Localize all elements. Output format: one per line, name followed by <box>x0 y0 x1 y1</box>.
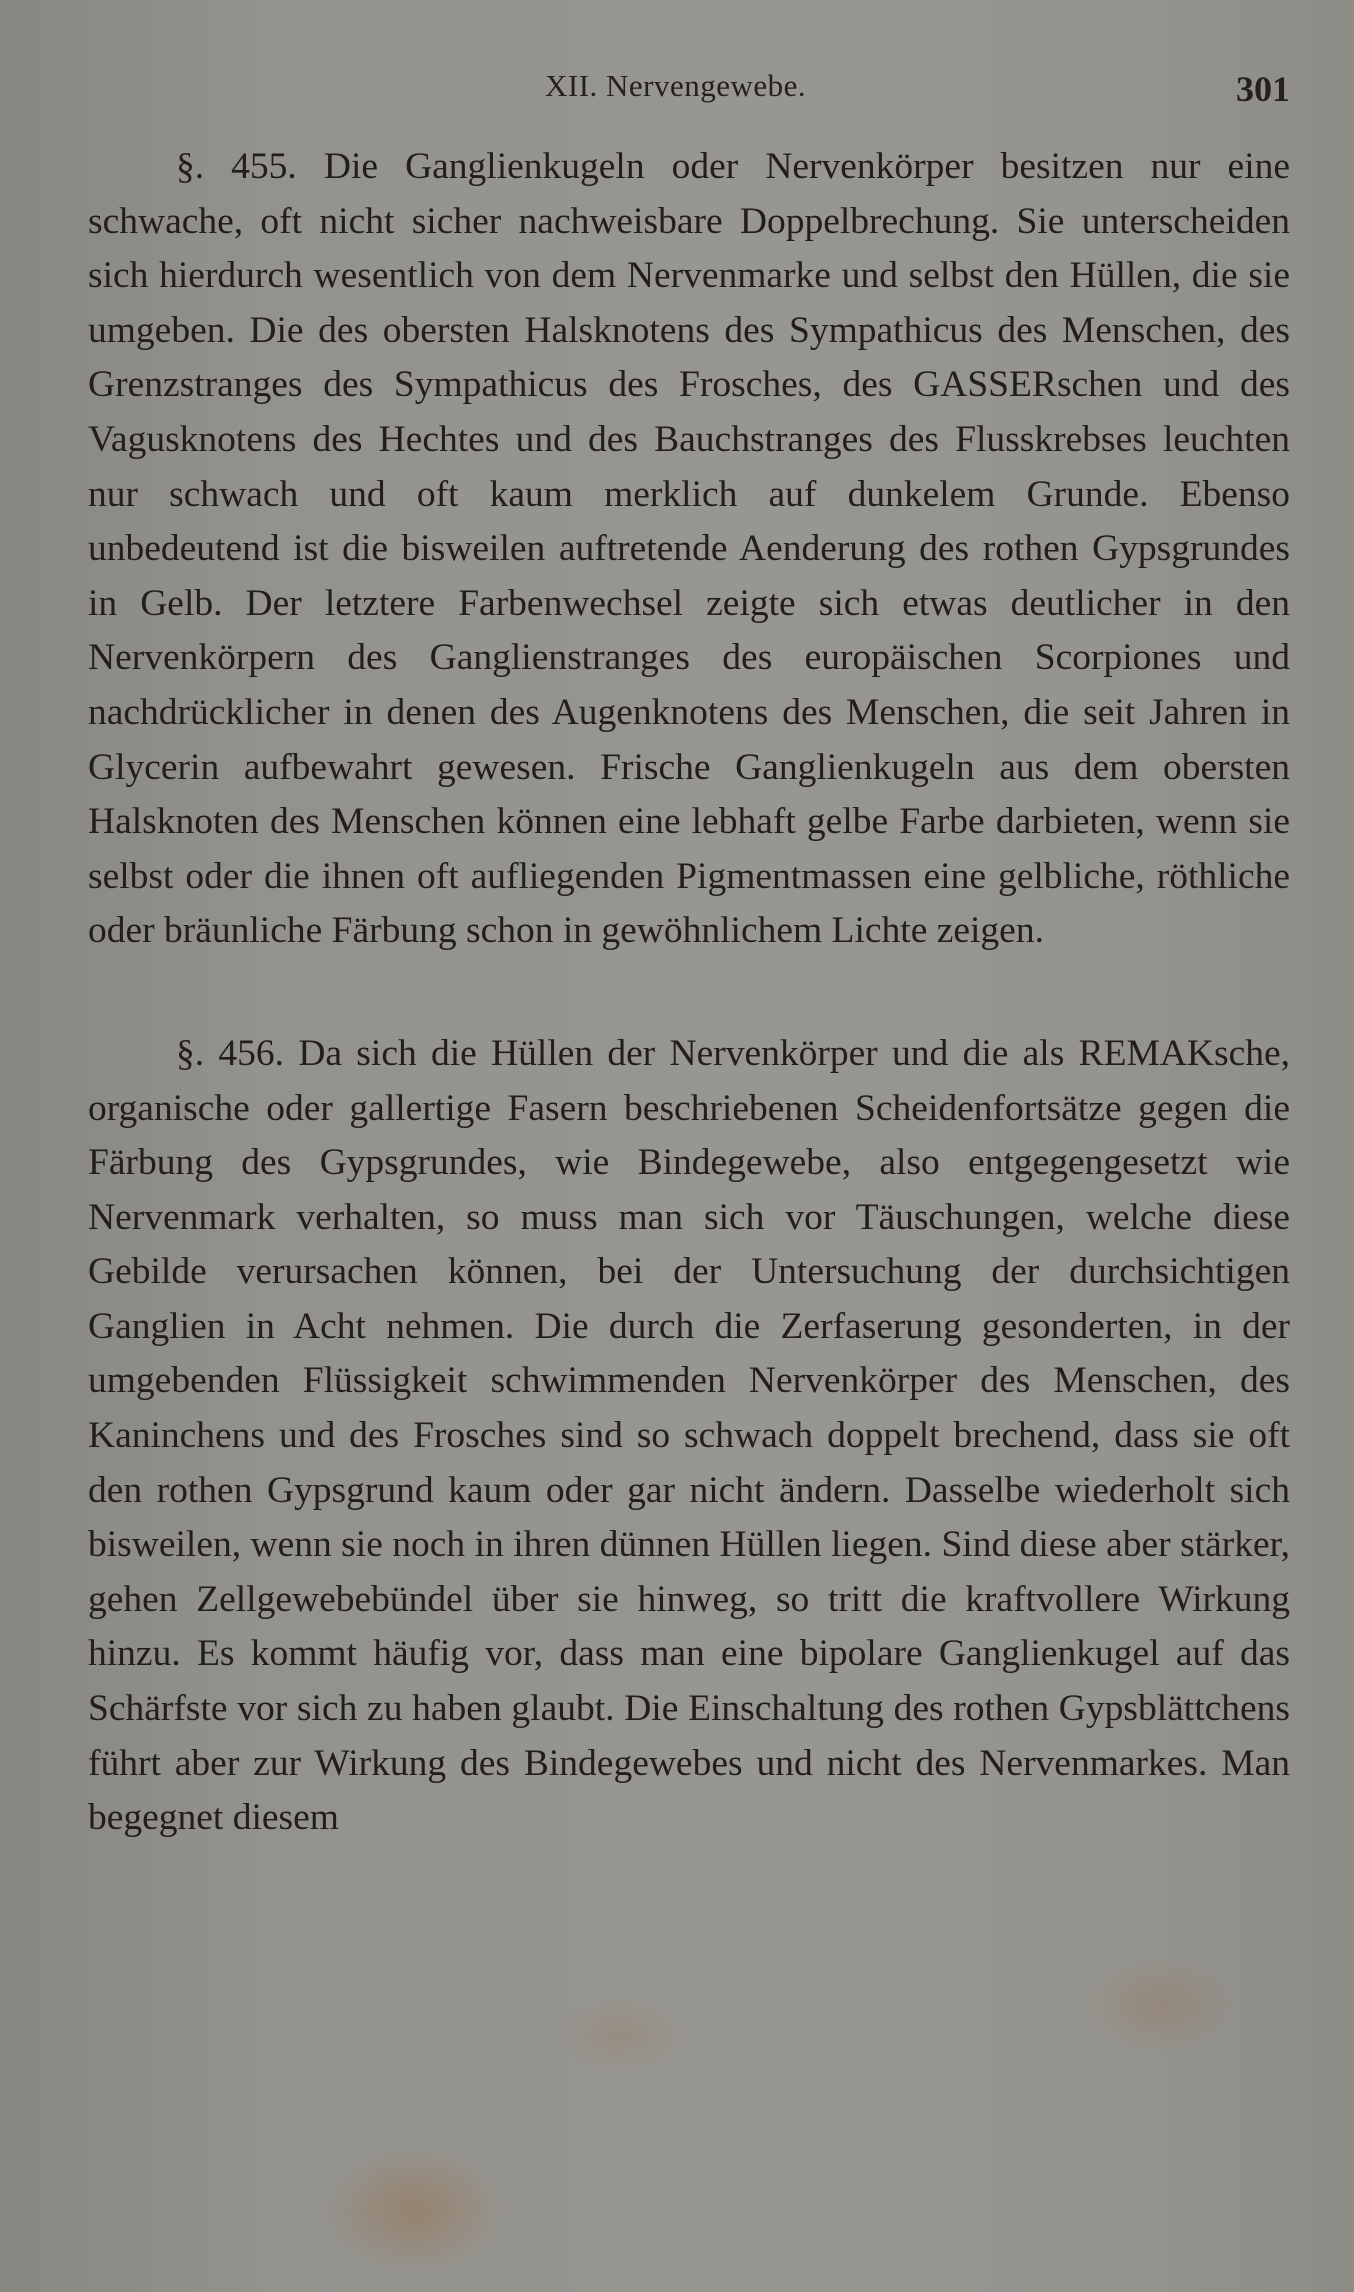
section-number: §. 455. <box>176 146 297 187</box>
paragraph-text: Die Ganglienkugeln oder Nervenkörper besitzen nur eine schwache, oft nicht sicher nachweisbare Doppelbrechung. Sie unterscheiden sich hierdurch wesentlich von dem Nervenmarke und selbst den Hüllen, die sie umgeben. Die des obersten Halsknotens des Sympathicus des Menschen, des Grenzstranges des Sympathicus des Frosches, des GASSERschen und des Vagusknotens des Hechtes und des Bauchstranges des Flusskrebses leuchten nur schwach und oft kaum merklich auf dunkelem Grunde. Ebenso unbedeutend ist die bisweilen auftretende Aenderung des rothen Gypsgrundes in Gelb. Der letztere Farbenwechsel zeigte sich etwas deutlicher in den Nervenkörpern des Ganglienstranges des europäischen Scorpiones und nachdrücklicher in denen des Augenknotens des Menschen, die seit Jahren in Glycerin aufbewahrt gewesen. Frische Ganglienkugeln aus dem obersten Halsknoten des Menschen können eine lebhaft gelbe Farbe darbieten, wenn sie selbst oder die ihnen oft aufliegenden Pigmentmassen eine gelbliche, röthliche oder bräunliche Färbung schon in gewöhnlichem Lichte zeigen. <box>88 146 1291 952</box>
page-number: 301 <box>1236 69 1290 109</box>
section-number: §. 456. <box>176 1032 285 1074</box>
paragraph-455 <box>88 140 1290 959</box>
paragraph-text: Da sich die Hüllen der Nervenkörper und die als REMAKsche, organische oder gallertige Fasern beschriebenen Scheidenfortsätze gegen die Färbung des Gypsgrundes, wie Bindegewebe, also entgegengesetzt wie Nervenmark verhalten, so muss man sich vor Täuschungen, welche diese Gebilde verursachen können, bei der Untersuchung der durchsichtigen Ganglien in Acht nehmen. Die durch die Zerfaserung gesonderten, in der umgebenden Flüssigkeit schwimmenden Nervenkörper des Menschen, des Kaninchens und des Frosches sind so schwach doppelt brechend, dass sie oft den rothen Gypsgrund kaum oder gar nicht ändern. Dasselbe wiederholt sich bisweilen, wenn sie noch in ihren dünnen Hüllen liegen. Sind diese aber stärker, gehen Zellgewebebündel über sie hinweg, so tritt die kraftvollere Wirkung hinzu. Es kommt häufig vor, dass man eine bipolare Ganglienkugel auf das Schärfste vor sich zu haben glaubt. Die Einschaltung des rothen Gypsblättchens führt aber zur Wirkung des Bindegewebes und nicht des Nervenmarkes. Man begegnet diesem <box>88 1032 1291 1839</box>
paragraph-456 <box>88 1027 1290 1846</box>
paper-stain <box>330 2150 500 2270</box>
body-text <box>88 140 1290 1846</box>
page-header <box>0 62 1354 112</box>
paper-stain <box>1090 1960 1230 2050</box>
running-title: XII. Nervengewebe. <box>545 68 807 103</box>
paper-stain <box>560 2000 680 2070</box>
